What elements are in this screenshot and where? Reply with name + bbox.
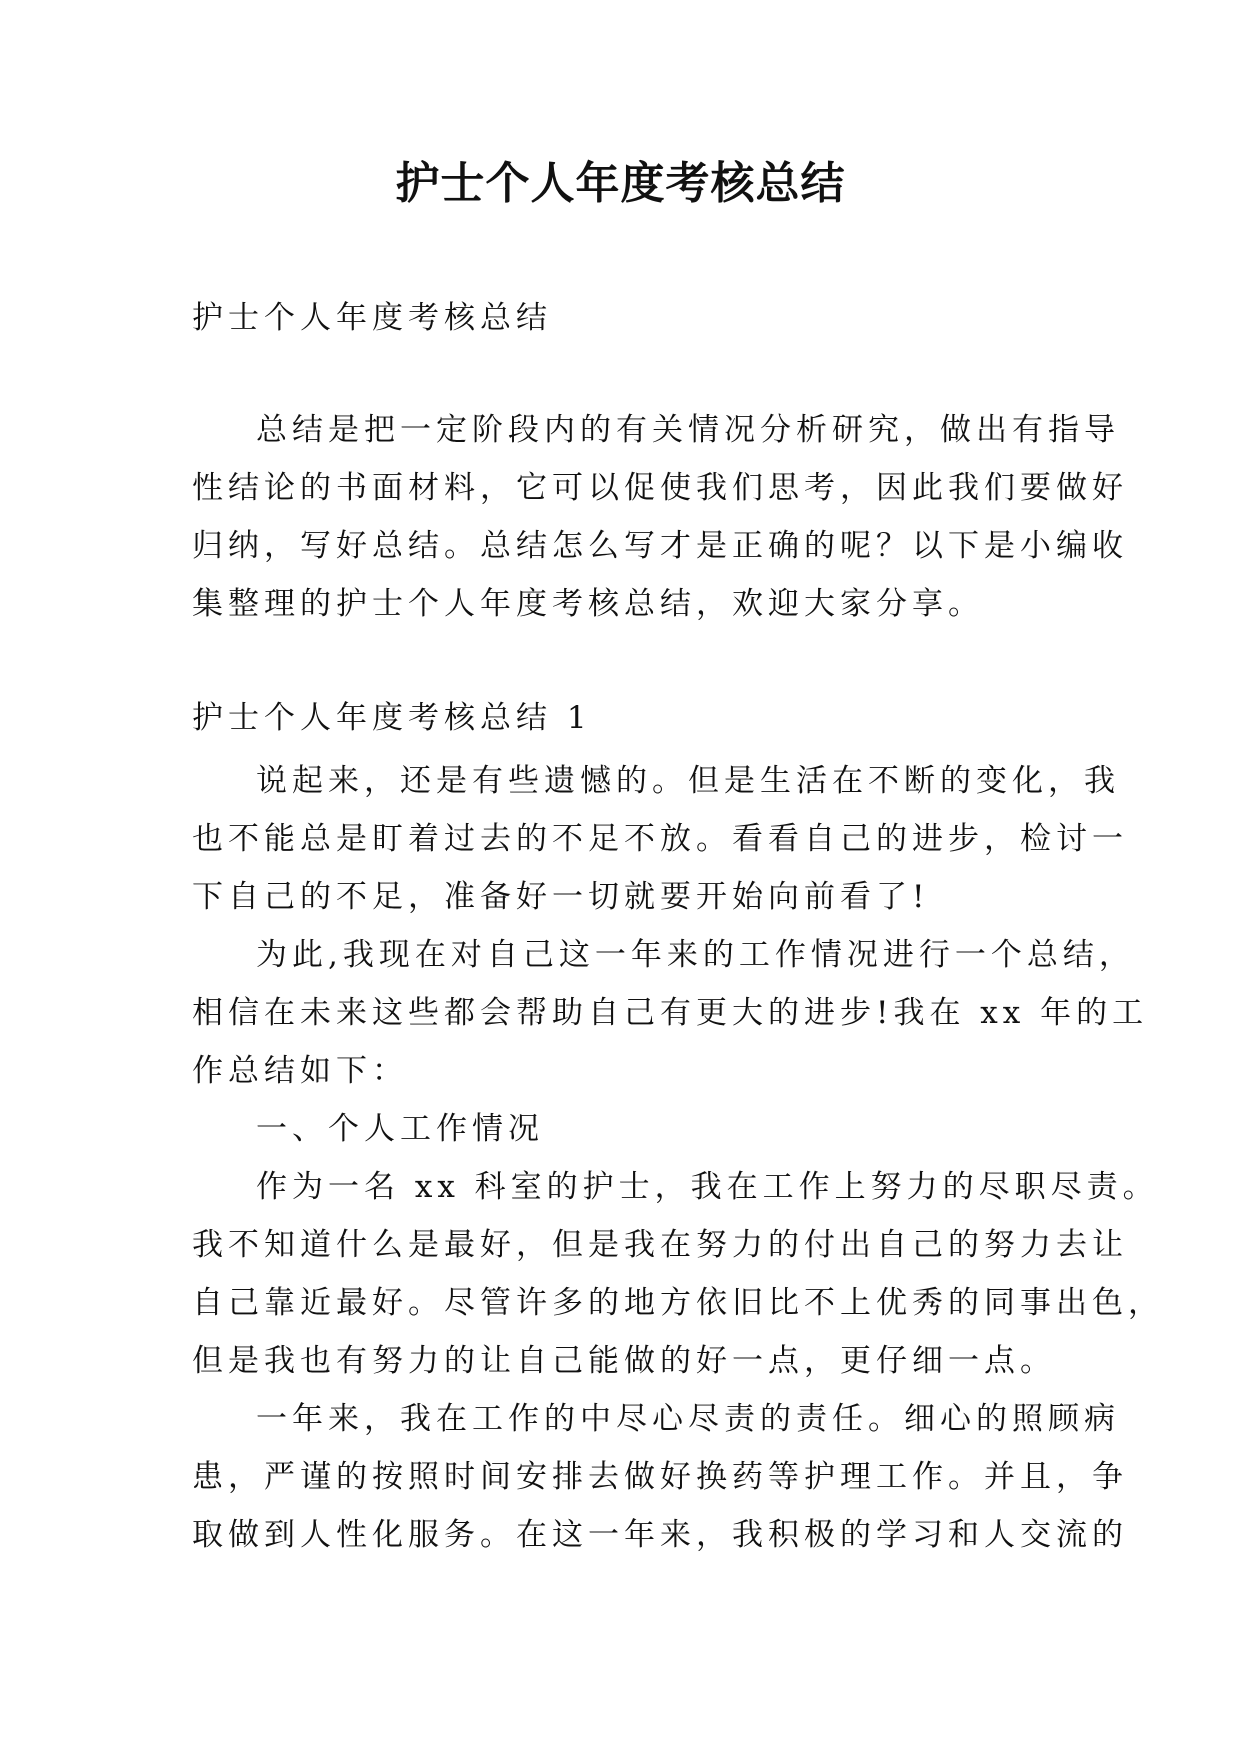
body-line-13: 患，严谨的按照时间安排去做好换药等护理工作。并且，争 <box>192 1459 1128 1495</box>
body-line-7: 一、个人工作情况 <box>256 1111 544 1147</box>
intro-line-1: 总结是把一定阶段内的有关情况分析研究，做出有指导 <box>256 412 1120 448</box>
intro-line-2: 性结论的书面材料，它可以促使我们思考，因此我们要做好 <box>192 470 1128 506</box>
document-subtitle: 护士个人年度考核总结 <box>192 300 552 336</box>
document-title: 护士个人年度考核总结 <box>395 158 846 209</box>
section-heading-1: 护士个人年度考核总结 1 <box>192 700 592 736</box>
body-line-10: 自己靠近最好。尽管许多的地方依旧比不上优秀的同事出色， <box>192 1285 1164 1321</box>
body-line-9: 我不知道什么是最好，但是我在努力的付出自己的努力去让 <box>192 1227 1128 1263</box>
body-line-5: 相信在未来这些都会帮助自己有更大的进步!我在 xx 年的工 <box>192 995 1149 1031</box>
body-line-14: 取做到人性化服务。在这一年来，我积极的学习和人交流的 <box>192 1517 1128 1553</box>
body-line-11: 但是我也有努力的让自己能做的好一点，更仔细一点。 <box>192 1343 1056 1379</box>
body-line-8: 作为一名 xx 科室的护士，我在工作上努力的尽职尽责。 <box>256 1169 1159 1205</box>
intro-line-4: 集整理的护士个人年度考核总结，欢迎大家分享。 <box>192 586 984 622</box>
body-line-12: 一年来，我在工作的中尽心尽责的责任。细心的照顾病 <box>256 1401 1120 1437</box>
body-line-6: 作总结如下： <box>192 1053 408 1089</box>
body-line-4: 为此,我现在对自己这一年来的工作情况进行一个总结， <box>256 937 1135 973</box>
body-line-1: 说起来，还是有些遗憾的。但是生活在不断的变化，我 <box>256 763 1120 799</box>
body-line-3: 下自己的不足，准备好一切就要开始向前看了! <box>192 879 930 915</box>
body-line-2: 也不能总是盯着过去的不足不放。看看自己的进步，检讨一 <box>192 821 1128 857</box>
intro-line-3: 归纳，写好总结。总结怎么写才是正确的呢？以下是小编收 <box>192 528 1128 564</box>
